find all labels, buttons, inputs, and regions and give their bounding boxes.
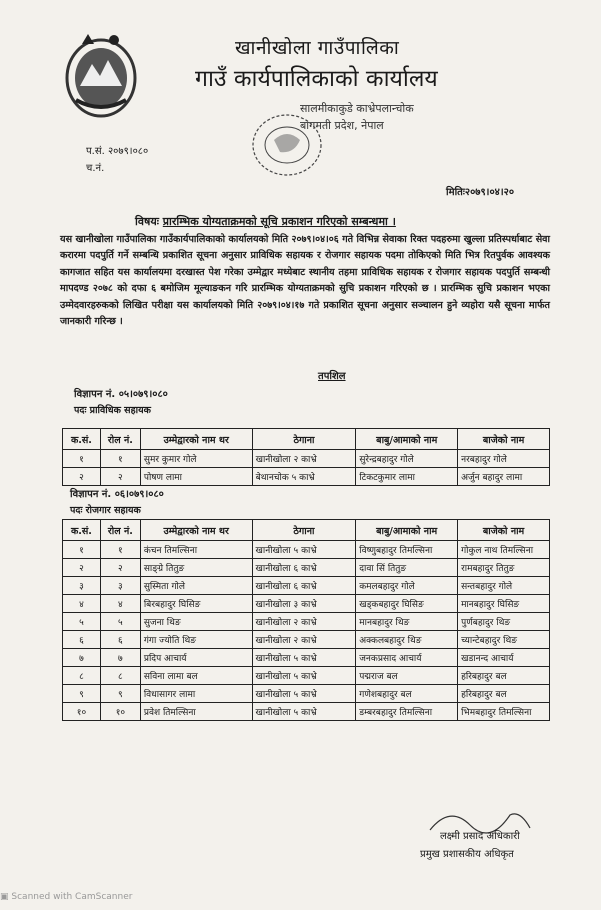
cell-candidate-name: कंचन तिमल्सिना [140,541,252,559]
municipality-name: खानीखोला गाउँपालिका [235,37,400,59]
cell-parent-name: कमलबहादुर गोले [356,577,458,595]
header-candidate-name: उम्मेद्वारको नाम थर [140,429,252,450]
cell-candidate-name: साङ्ग्रे तितुङ [140,559,252,577]
cell-roll: १० [100,703,140,721]
cs-logo-icon: ▣ [0,892,9,902]
cell-address: खानीखोला ६ काभ्रे [252,559,356,577]
cell-grandparent-name: च्यान्टेबहादुर थिङ [458,631,550,649]
table-header-row [63,429,550,450]
cell-address: खानीखोला ५ काभ्रे [252,667,356,685]
scanner-watermark-text: Scanned with CamScanner [11,892,133,902]
cell-candidate-name: गंगा ज्योति थिङ [140,631,252,649]
candidate-table-employment-assistant [62,519,550,721]
cell-parent-name: जनकप्रसाद आचार्य [356,649,458,667]
cell-candidate-name: सुमर कुमार गोले [140,450,252,468]
cell-grandparent-name: गोकुल नाथ तिमल्सिना [458,541,550,559]
cell-roll: ५ [100,613,140,631]
cell-roll: ७ [100,649,140,667]
cell-grandparent-name: हरिबहादुर बल [458,667,550,685]
cell-serial: २ [63,559,101,577]
post-name-1: पदः प्राविधिक सहायक [74,405,151,416]
cell-candidate-name: प्रदिप आचार्य [140,649,252,667]
cell-roll: ४ [100,595,140,613]
cell-parent-name: मानबहादुर थिङ [356,613,458,631]
signatory-name: लक्ष्मी प्रसाद अधिकारी [440,831,520,842]
header-parent-name: बाबु/आमाको नाम [356,429,458,450]
cell-serial: ६ [63,631,101,649]
subject-text: प्रारम्भिक योग्यताक्रमको सूचि प्रकाशन गरिएको सम्बन्धमा । [162,215,396,228]
cell-serial: १० [63,703,101,721]
candidate-table-technical-assistant [62,428,550,486]
cell-serial: २ [63,468,101,486]
table-row [63,631,550,649]
cell-serial: ४ [63,595,101,613]
cell-address: खानीखोला ५ काभ्रे [252,703,356,721]
cell-parent-name: टिकटकुमार लामा [356,468,458,486]
office-title: गाउँ कार्यपालिकाको कार्यालय [195,66,438,92]
cell-grandparent-name: मानबहादुर घिसिङ [458,595,550,613]
cell-parent-name: अक्कलबहादुर थिङ [356,631,458,649]
signatory-title: प्रमुख प्रशासकीय अधिकृत [420,849,514,860]
cell-grandparent-name: पुर्णबहादुर थिङ [458,613,550,631]
table-row [63,595,550,613]
details-heading: तपशिल [318,371,346,382]
table-header-row [63,520,550,541]
cell-grandparent-name: नरबहादुर गोले [458,450,550,468]
header-parent-name: बाबु/आमाको नाम [356,520,458,541]
subject-label: विषयः [135,215,159,228]
cell-address: खानीखोला २ काभ्रे [252,631,356,649]
scanner-watermark [0,892,132,902]
header-candidate-name: उम्मेद्वारको नाम थर [140,520,252,541]
cell-address: खानीखोला २ काभ्रे [252,613,356,631]
cell-candidate-name: बिरबहादुर घिसिङ [140,595,252,613]
nepal-emblem-icon [62,30,140,120]
cell-address: खानीखोला ६ काभ्रे [252,577,356,595]
table-row [63,450,550,468]
header-address: ठेगाना [252,520,356,541]
subject-line [135,214,396,229]
cell-address: खानीखोला ५ काभ्रे [252,649,356,667]
cell-serial: ५ [63,613,101,631]
cell-candidate-name: सुस्मिता गोले [140,577,252,595]
cell-candidate-name: प्रवेश तिमल्सिना [140,703,252,721]
cell-parent-name: खड्कबहादुर घिसिङ [356,595,458,613]
header-grandparent-name: बाजेको नाम [458,429,550,450]
header-roll: रोल नं. [100,429,140,450]
cell-serial: ९ [63,685,101,703]
cell-serial: १ [63,450,101,468]
office-province: बागमती प्रदेश, नेपाल [300,119,384,132]
table-row [63,541,550,559]
cell-candidate-name: पोषण लामा [140,468,252,486]
cell-parent-name: डम्बरबहादुर तिमल्सिना [356,703,458,721]
cell-roll: ३ [100,577,140,595]
cell-roll: १ [100,450,140,468]
table-row [63,685,550,703]
cell-grandparent-name: रामबहादुर तितुङ [458,559,550,577]
cell-candidate-name: सविना लामा बल [140,667,252,685]
cell-address: खानीखोला ३ काभ्रे [252,595,356,613]
table-row [63,649,550,667]
cell-candidate-name: विधासागर लामा [140,685,252,703]
cell-grandparent-name: सन्तबहादुर गोले [458,577,550,595]
cell-serial: १ [63,541,101,559]
advertisement-number-1: विज्ञापन नं. ०५।०७९।०८० [74,389,168,400]
office-address: सालमीकाकुडे काभ्रेपलान्चोक [300,102,414,115]
table-row [63,667,550,685]
cell-parent-name: विष्णुबहादुर तिमल्सिना [356,541,458,559]
cell-roll: १ [100,541,140,559]
header-roll: रोल नं. [100,520,140,541]
header-address: ठेगाना [252,429,356,450]
dispatch-number: च.नं. [86,163,105,174]
cell-grandparent-name: खडानन्द आचार्य [458,649,550,667]
reference-number: प.सं. २०७९।०८० [86,146,149,157]
cell-parent-name: गणेशबहादुर बल [356,685,458,703]
cell-parent-name: सुरेन्द्रबहादुर गोले [356,450,458,468]
cell-serial: ८ [63,667,101,685]
office-stamp-icon [250,110,325,180]
cell-roll: २ [100,559,140,577]
table-row [63,577,550,595]
cell-serial: ३ [63,577,101,595]
cell-roll: ८ [100,667,140,685]
letter-date: मितिः२०७९।०४।२० [446,187,515,198]
advertisement-number-2: विज्ञापन नं. ०६।०७९।०८० [70,489,164,500]
cell-address: खानीखोला ५ काभ्रे [252,685,356,703]
cell-address: खानीखोला ५ काभ्रे [252,541,356,559]
cell-roll: २ [100,468,140,486]
cell-address: खानीखोला २ काभ्रे [252,450,356,468]
cell-serial: ७ [63,649,101,667]
table-row [63,703,550,721]
header-grandparent-name: बाजेको नाम [458,520,550,541]
cell-parent-name: दावा सिं तितुङ [356,559,458,577]
table-row [63,468,550,486]
cell-grandparent-name: अर्जुन बहादुर लामा [458,468,550,486]
cell-roll: ६ [100,631,140,649]
cell-grandparent-name: हरिबहादुर बल [458,685,550,703]
table-row [63,559,550,577]
cell-address: बेथानचोक ५ काभ्रे [252,468,356,486]
header-serial: क.सं. [63,520,101,541]
post-name-2: पदः रोजगार सहायक [70,505,141,516]
cell-grandparent-name: भिमबहादुर तिमल्सिना [458,703,550,721]
notice-body: यस खानीखोला गाउँपालिका गाउँकार्यपालिकाको कार्यालयको मिति २०७९।०४।०६ गते विभिन्न सेवाका रिक्त पदहरुमा खुल्ला प्रतिस्पर्धाबाट सेवा करारमा पदपुर्ति गर्ने सम्बन्धि प्रकाशित सूचना अनुसार प्राविधिक सहायक र रोजगार सहायक पदमा तोकिएको मिति भित्र रितपुर्वक आवश्यक कागजात सहित यस कार्यालयमा दरखास्त पेश गरेका उम्मेद्वार मध्येबाट स्थानीय तहमा प्राविधिक सहायक र रोजगार सहायक पदपुर्ति सम्बन्धी मापदण्ड २०७८ को दफा ६ बमोजिम मूल्याङकन गरि प्रारम्भिक योग्यताक्रमको सुचि प्रकाशन गरिएको छ । प्रारम्भिक सुचि प्रकाशन भएका उम्मेदवारहरुकको लिखित परीक्षा यस कार्यालयको मिति २०७९।०४।१७ गते प्रकाशित सूचना अनुसार सञ्चालन हुने व्यहोरा यसै सूचना मार्फत जानकारी गरिन्छ । [60,234,550,328]
cell-parent-name: पद्मराज बल [356,667,458,685]
header-serial: क.सं. [63,429,101,450]
cell-candidate-name: सुजना थिङ [140,613,252,631]
cell-roll: ९ [100,685,140,703]
table-row [63,613,550,631]
